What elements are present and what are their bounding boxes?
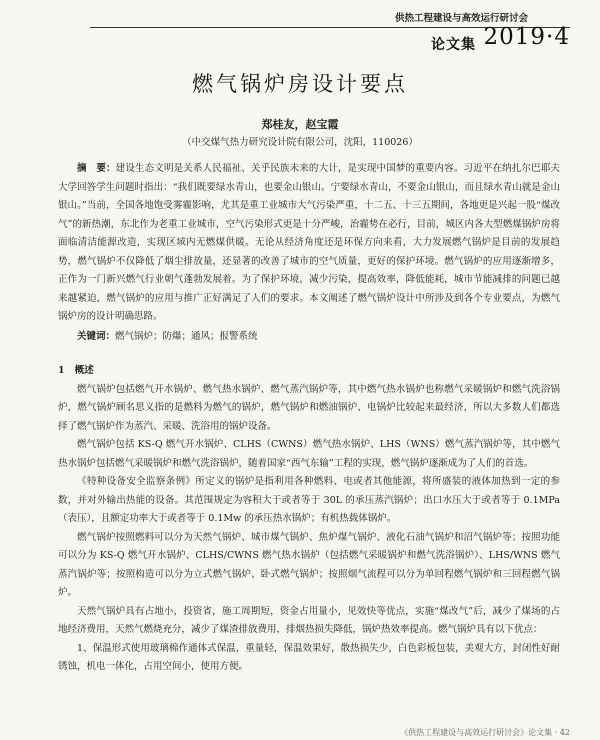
keywords-label: 关键词：	[77, 330, 116, 342]
abstract-text: 建设生态文明是关系人民福祉、关乎民族未来的大计，是实现中国梦的重要内容。习近平在纳扎尔巴耶夫大学回答学生问题时指出：“我们既要绿水青山，也要金山银山。宁要绿水青山，不要金山银山，而且绿水青山就是金山银山。”当前，全国各地饱受雾霾影响，尤其是重工业城市大气污染严重，十二五、十三五期间，各地更是兴起一股“煤改气”的新热潮，东北作为老重工业城市，空气污染形式更是十分严峻，治霾势在必行，目前，城区内各大型燃煤锅炉房将面临清洁能源改造，实现区域内无燃煤供暖。无论从经济角度还是环保方向来看，大力发展燃气锅炉是目前的发展趋势，燃气锅炉不仅降低了烟尘排放量，还显著的改善了城市的空气质量，更好的保护环境。燃气锅炉的应用逐渐增多，正作为一门新兴燃气行业朝气蓬勃发展着。为了保护环境，减少污染，提高效率，降低能耗，城市节能减排的问题已越来越紧迫，燃气锅炉的应用与推广正好满足了人们的要求。本文阐述了燃气锅炉设计中所涉及到各个专业要点，为燃气锅炉房的设计明确思路。	[58, 163, 560, 322]
section-number: 1	[58, 365, 65, 376]
paragraph: 《特种设备安全监察条例》所定义的锅炉是指利用各种燃料、电或者其他能源，将所盛装的液体加热到一定的参数，并对外输出热能的设备。其范围规定为容积大于或者等于 30L 的承压蒸汽锅炉；出口水压大于或者等于 0.1MPa（表压），且额定功率大于或者等于 0.1Mw 的承压热水锅炉；有机热载体锅炉。	[58, 476, 560, 524]
paragraph: 1、保温形式使用玻璃棉作通体式保温，重量轻，保温效果好，散热损失少，白色彩板包装，美观大方，封闭性好耐锈蚀，机电一体化，占用空间小，使用方便。	[58, 642, 560, 672]
paragraph: 燃气锅炉包括 KS-Q 燃气开水锅炉、CLHS（CWNS）燃气热水锅炉、LHS（WNS）燃气蒸汽锅炉等，其中燃气热水锅炉包括燃气采暖锅炉和燃气洗浴锅炉，随着国家“西气东输”工程的实现，燃气锅炉逐渐成为了人们的首选。	[58, 439, 560, 469]
paper-title: 燃气锅炉房设计要点	[192, 72, 408, 96]
article-body	[58, 160, 560, 677]
section-title: 概述	[74, 365, 94, 376]
abstract	[58, 160, 560, 327]
collection-label: 论文集	[431, 37, 476, 53]
paragraph: 燃气锅炉按照燃料可以分为天然气锅炉、城市煤气锅炉、焦炉煤气锅炉、液化石油气锅炉和沼气锅炉等；按照功能可以分为 KS-Q 燃气开水锅炉、CLHS/CWNS 燃气热水锅炉（包括燃气采暖锅炉和燃气洗浴锅炉）、LHS/WNS 燃气蒸汽锅炉等；按照构造可以分为立式燃气锅炉、卧式燃气锅炉；按照烟气流程可以分为单回程燃气锅炉和三回程燃气锅炉。	[58, 531, 560, 598]
page-footer: 《供热工程建设与高效运行研讨会》论文集 · 42	[400, 728, 570, 737]
issue-year: 2019·4	[483, 24, 570, 50]
affiliation: （中交煤气热力研究设计院有限公司，沈阳，110026）	[182, 137, 418, 148]
paragraph: 燃气锅炉包括燃气开水锅炉、燃气热水锅炉、燃气蒸汽锅炉等，其中燃气热水锅炉也称燃气采暖锅炉和燃气洗浴锅炉，燃气锅炉顾名思义指的是燃料为燃气的锅炉，燃气锅炉和燃油锅炉、电锅炉比较起来最经济，所以大多数人们都选择了燃气锅炉作为蒸汽、采暖、洗浴用的锅炉设备。	[58, 383, 560, 432]
paragraph: 天然气锅炉具有占地小，投资省，施工周期短，资金占用量小，见效快等优点，实施“煤改气”后，减少了煤场的占地经济费用，天然气燃烧充分，减少了煤渣排放费用，排烟热损失降低，锅炉热效率提高。燃气锅炉具有以下优点：	[58, 605, 560, 635]
abstract-label: 摘 要：	[77, 163, 116, 174]
journal-series: 供热工程建设与高效运行研讨会	[394, 13, 528, 24]
authors: 郑桂友，赵宝霞	[261, 118, 339, 131]
section-heading	[58, 362, 560, 381]
keywords-text: 燃气锅炉；防爆；通风；报警系统	[115, 330, 258, 342]
keywords	[58, 328, 560, 347]
